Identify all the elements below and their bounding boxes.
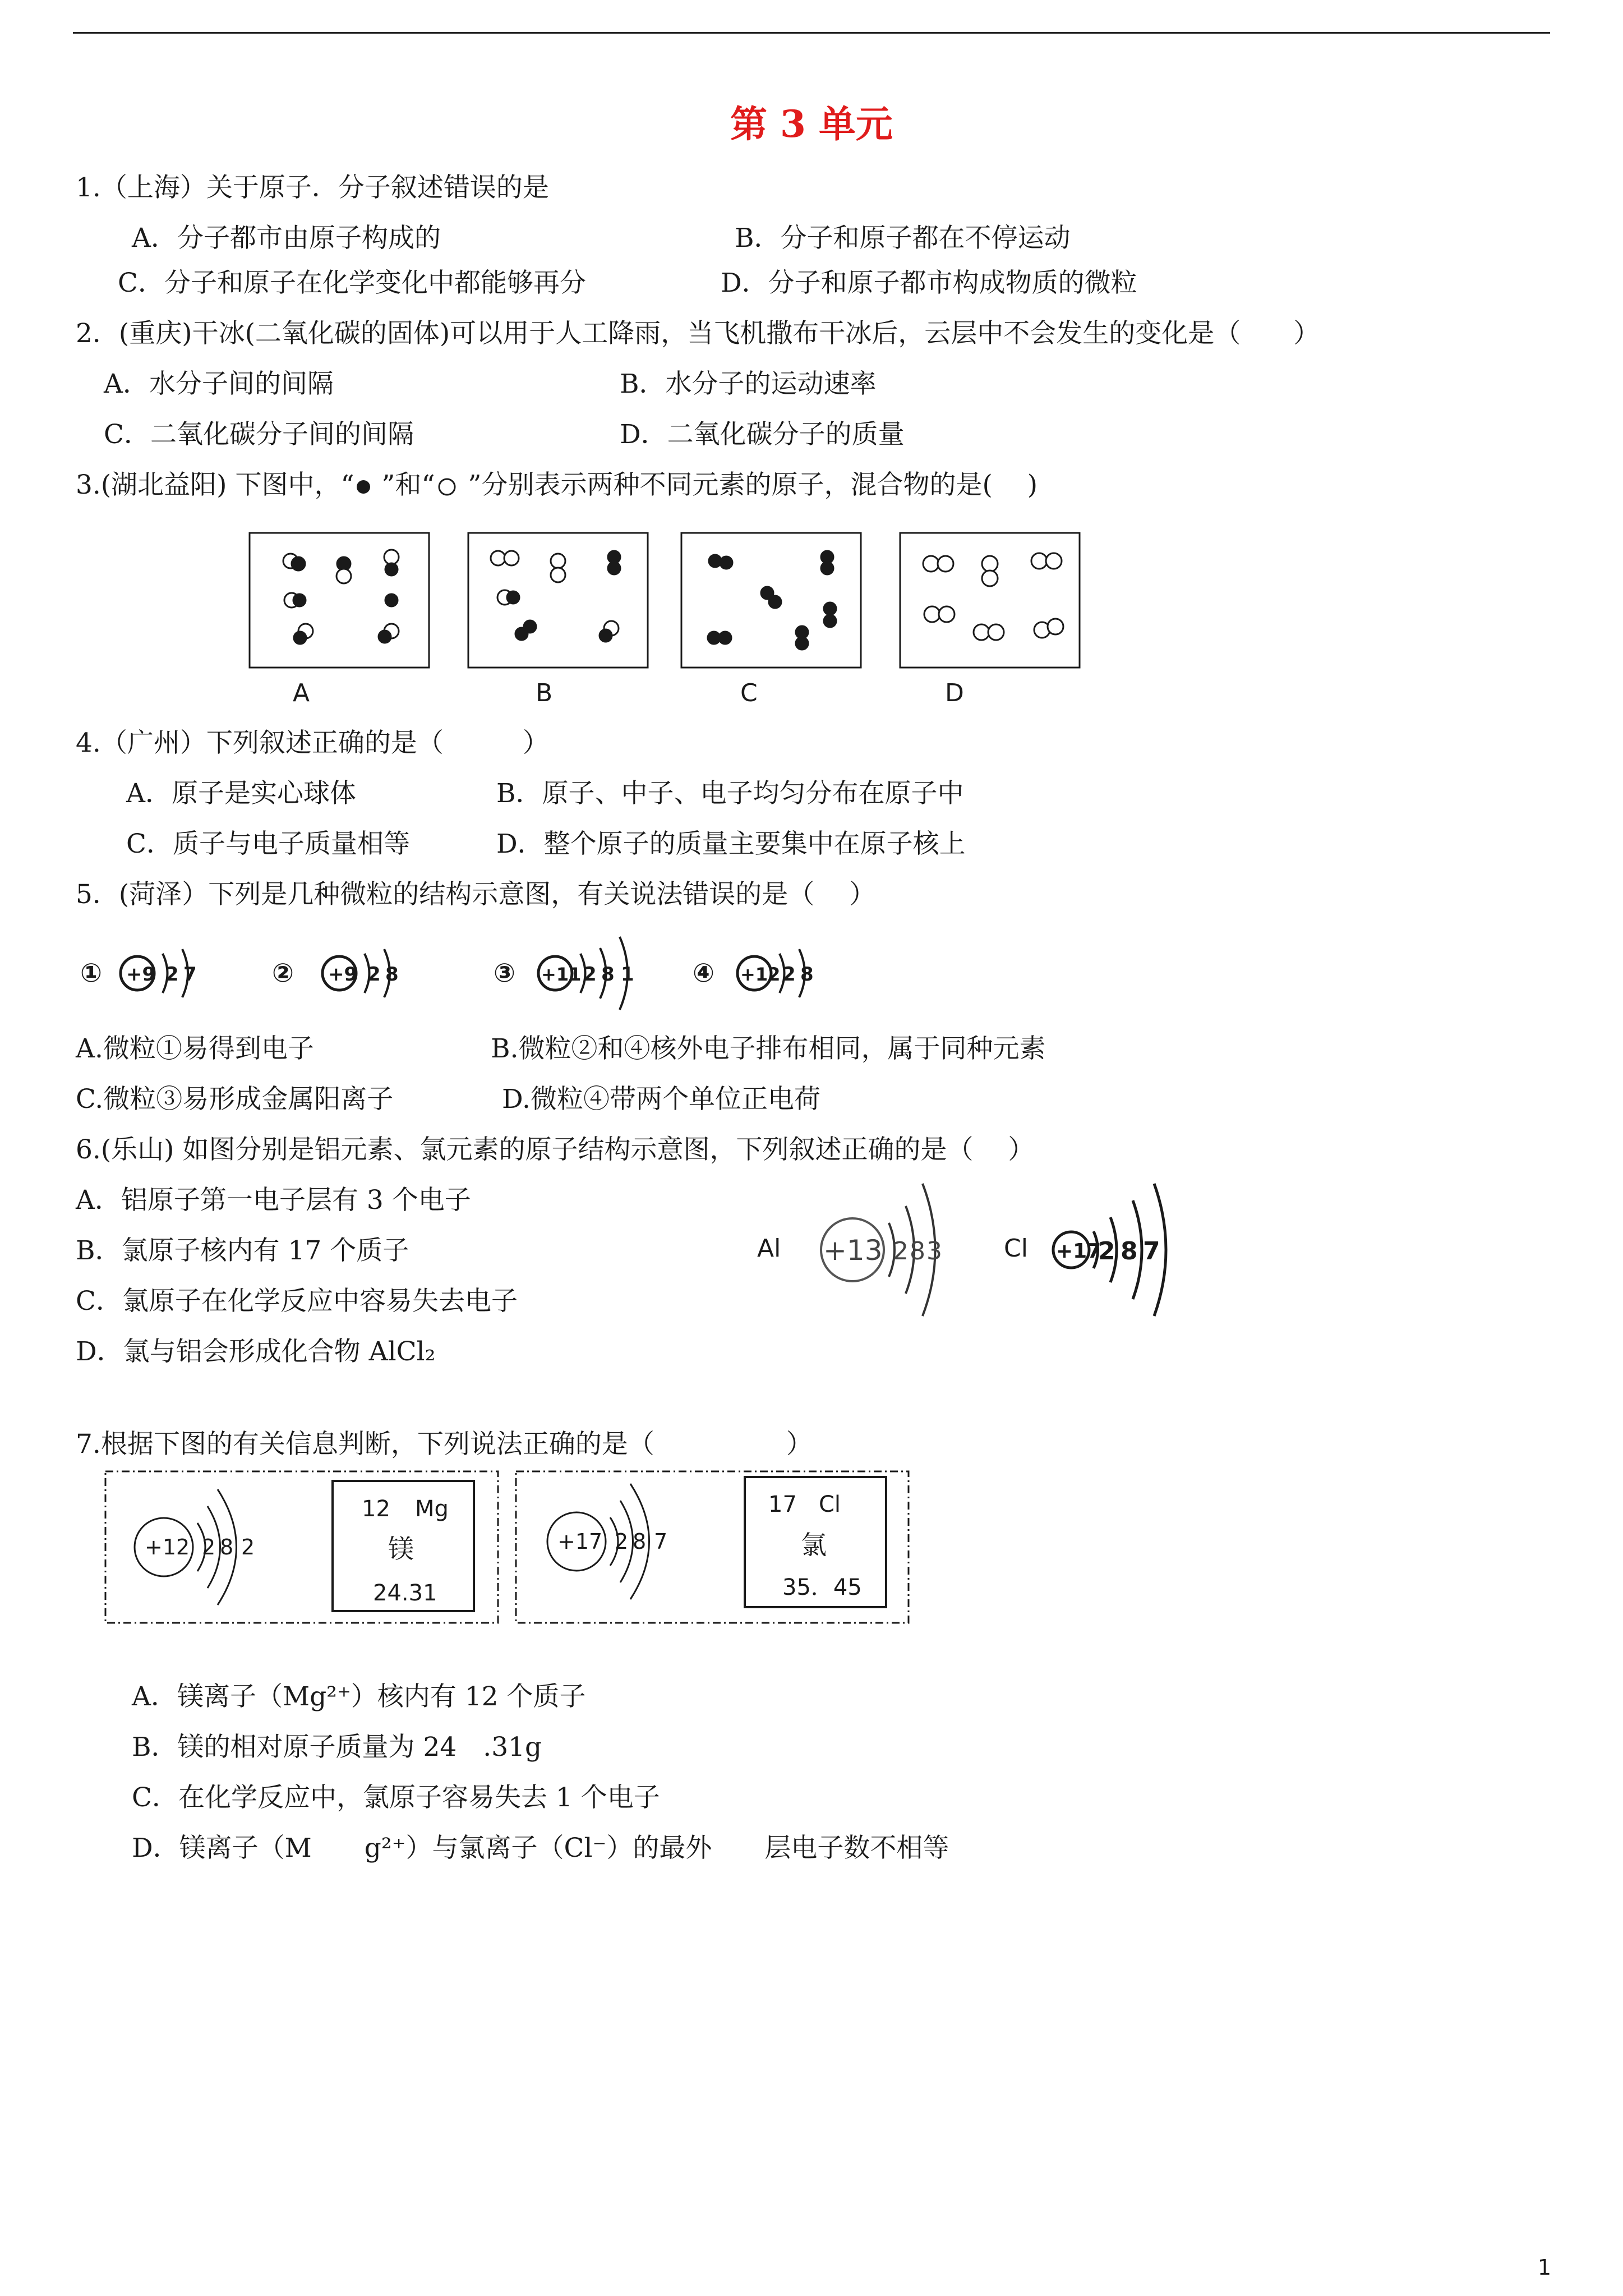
mg-nucleus: +12 (145, 1535, 190, 1559)
q5-diagram-3 (494, 937, 634, 1010)
mg-shell-2: 8 (220, 1535, 234, 1559)
q5-structure-figure (76, 926, 861, 1021)
q5-shell-1a: 2 (165, 963, 179, 986)
q7-option-c: C．在化学反应中，氯原子容易失去 1 个电子 (132, 1782, 660, 1813)
cl-shell-3: 7 (1143, 1237, 1160, 1266)
q7-option-d: D．镁离子（M g²⁺）与氯离子（Cl⁻）的最外 层电子数不相等 (132, 1833, 949, 1864)
cl7-shell-1: 2 (615, 1529, 629, 1554)
q5-diagram-4 (693, 949, 814, 997)
q3-molecule-figure (247, 530, 1088, 715)
page-title: 第 3 单元 (730, 102, 893, 146)
q4-option-c: C．质子与电子质量相等 (126, 829, 410, 859)
q6-option-c: C．氯原子在化学反应中容易失去电子 (76, 1286, 518, 1317)
mg-structure (135, 1481, 474, 1611)
cl-nucleus: +17 (1056, 1240, 1101, 1263)
q3-stem-mid: ”和“ (373, 470, 435, 500)
q5-shell-3c: 1 (621, 963, 634, 986)
q5-shell-2b: 8 (385, 963, 399, 986)
q2-option-d: D．二氧化碳分子的质量 (620, 419, 905, 450)
q5-shell-1b: 7 (183, 963, 197, 986)
q3-label-a: A (293, 679, 310, 707)
al-shell-1: 2 (893, 1237, 909, 1266)
mg-shell-3: 2 (241, 1535, 255, 1559)
al-symbol: Al (757, 1234, 781, 1263)
q2-option-c: C．二氧化碳分子间的间隔 (104, 419, 414, 450)
cl-structure (1004, 1184, 1166, 1316)
q5-diagram-1 (80, 949, 197, 997)
q6-atom-figure (746, 1172, 1206, 1341)
q5-option-a: A.微粒①易得到电子 (76, 1033, 314, 1064)
mg-symbol: Mg (415, 1496, 449, 1522)
cl7-structure (547, 1477, 886, 1607)
q6-option-b: B．氯原子核内有 17 个质子 (76, 1235, 409, 1266)
mg-mass: 24.31 (373, 1580, 437, 1606)
q5-nucleus-3: +11 (541, 964, 582, 985)
cl-shell-1: 2 (1098, 1237, 1115, 1266)
q6-option-d: D．氯与铝会形成化合物 AlCl₂ (76, 1336, 436, 1367)
q5-shell-2a: 2 (367, 963, 381, 986)
q5-shell-3b: 8 (601, 963, 615, 986)
q5-shell-4a: 2 (782, 963, 796, 986)
cl7-number: 17 (768, 1492, 797, 1517)
mg-name: 镁 (388, 1534, 414, 1564)
q1-option-d: D．分子和原子都市构成物质的微粒 (721, 268, 1137, 298)
q5-nucleus-4: +12 (740, 964, 781, 985)
dark-atom-icon (354, 477, 373, 496)
q5-stem: 5．(菏泽）下列是几种微粒的结构示意图，有关说法错误的是（ ） (76, 879, 876, 910)
q4-option-d: D．整个原子的质量主要集中在原子核上 (496, 829, 966, 859)
cl7-symbol: Cl (819, 1492, 841, 1517)
q5-nucleus-1: +9 (126, 963, 156, 986)
mg-shell-1: 2 (202, 1535, 216, 1559)
cl-symbol: Cl (1004, 1234, 1028, 1263)
q5-mark-4: ④ (693, 958, 714, 988)
q1-option-a: A．分子都市由原子构成的 (132, 223, 441, 254)
q5-option-b: B.微粒②和④核外电子排布相同，属于同种元素 (491, 1033, 1046, 1064)
q6-option-a: A．铝原子第一电子层有 3 个电子 (76, 1185, 471, 1216)
q2-stem: 2．(重庆)干冰(二氧化碳的固体)可以用于人工降雨，当飞机撒布干冰后，云层中不会发生的变化是（ ） (76, 318, 1320, 349)
q2-option-b: B．水分子的运动速率 (620, 369, 877, 399)
al-nucleus: +13 (823, 1234, 883, 1267)
q7-stem: 7.根据下图的有关信息判断，下列说法正确的是（ ） (76, 1429, 813, 1460)
q1-stem: 1.（上海）关于原子．分子叙述错误的是 (76, 172, 549, 203)
q3-label-d: D (945, 679, 964, 707)
top-rule (73, 32, 1550, 34)
al-shell-2: 8 (910, 1237, 925, 1266)
cl7-shell-2: 8 (633, 1529, 647, 1554)
q5-diagram-2 (272, 949, 399, 997)
q3-label-c: C (740, 679, 758, 707)
cl7-nucleus: +17 (557, 1529, 603, 1554)
q5-mark-1: ① (80, 958, 102, 988)
cl7-mass: 35．45 (782, 1575, 862, 1600)
q1-option-b: B．分子和原子都在不停运动 (735, 223, 1071, 254)
al-shell-3: 3 (926, 1237, 942, 1266)
q5-shell-4b: 8 (800, 963, 814, 986)
q5-shell-3a: 2 (583, 963, 597, 986)
q3-label-b: B (536, 679, 553, 707)
q1-option-c: C．分子和原子在化学变化中都能够再分 (118, 268, 586, 298)
q6-stem: 6.(乐山) 如图分别是铝元素、氯元素的原子结构示意图，下列叙述正确的是（ ） (76, 1134, 1035, 1165)
q7-option-a: A．镁离子（Mg²⁺）核内有 12 个质子 (132, 1681, 586, 1712)
q4-option-a: A．原子是实心球体 (126, 778, 356, 809)
q5-mark-3: ③ (494, 958, 515, 988)
cl7-name: 氯 (801, 1530, 827, 1560)
page-number: 1 (1537, 2255, 1551, 2280)
q5-option-d: D.微粒④带两个单位正电荷 (502, 1084, 820, 1115)
q5-mark-2: ② (272, 958, 294, 988)
q3-stem-post: ”分别表示两种不同元素的原子，混合物的是( ) (459, 470, 1038, 500)
q5-option-c: C.微粒③易形成金属阳离子 (76, 1084, 394, 1115)
q3-stem-pre: 3.(湖北益阳) 下图中，“ (76, 470, 354, 500)
light-atom-icon (435, 477, 459, 496)
q5-nucleus-2: +9 (328, 963, 358, 986)
al-structure (757, 1184, 942, 1316)
q7-figure (101, 1467, 920, 1627)
box-a (250, 533, 429, 668)
q4-option-b: B．原子、中子、电子均匀分布在原子中 (496, 778, 964, 809)
q3-stem (76, 468, 1038, 502)
q2-option-a: A．水分子间的间隔 (104, 369, 334, 399)
mg-number: 12 (362, 1496, 390, 1522)
cl7-shell-3: 7 (654, 1529, 668, 1554)
cl-shell-2: 8 (1121, 1237, 1138, 1266)
q4-stem: 4.（广州）下列叙述正确的是（ ） (76, 728, 549, 758)
q7-option-b: B．镁的相对原子质量为 24 .31g (132, 1732, 542, 1763)
